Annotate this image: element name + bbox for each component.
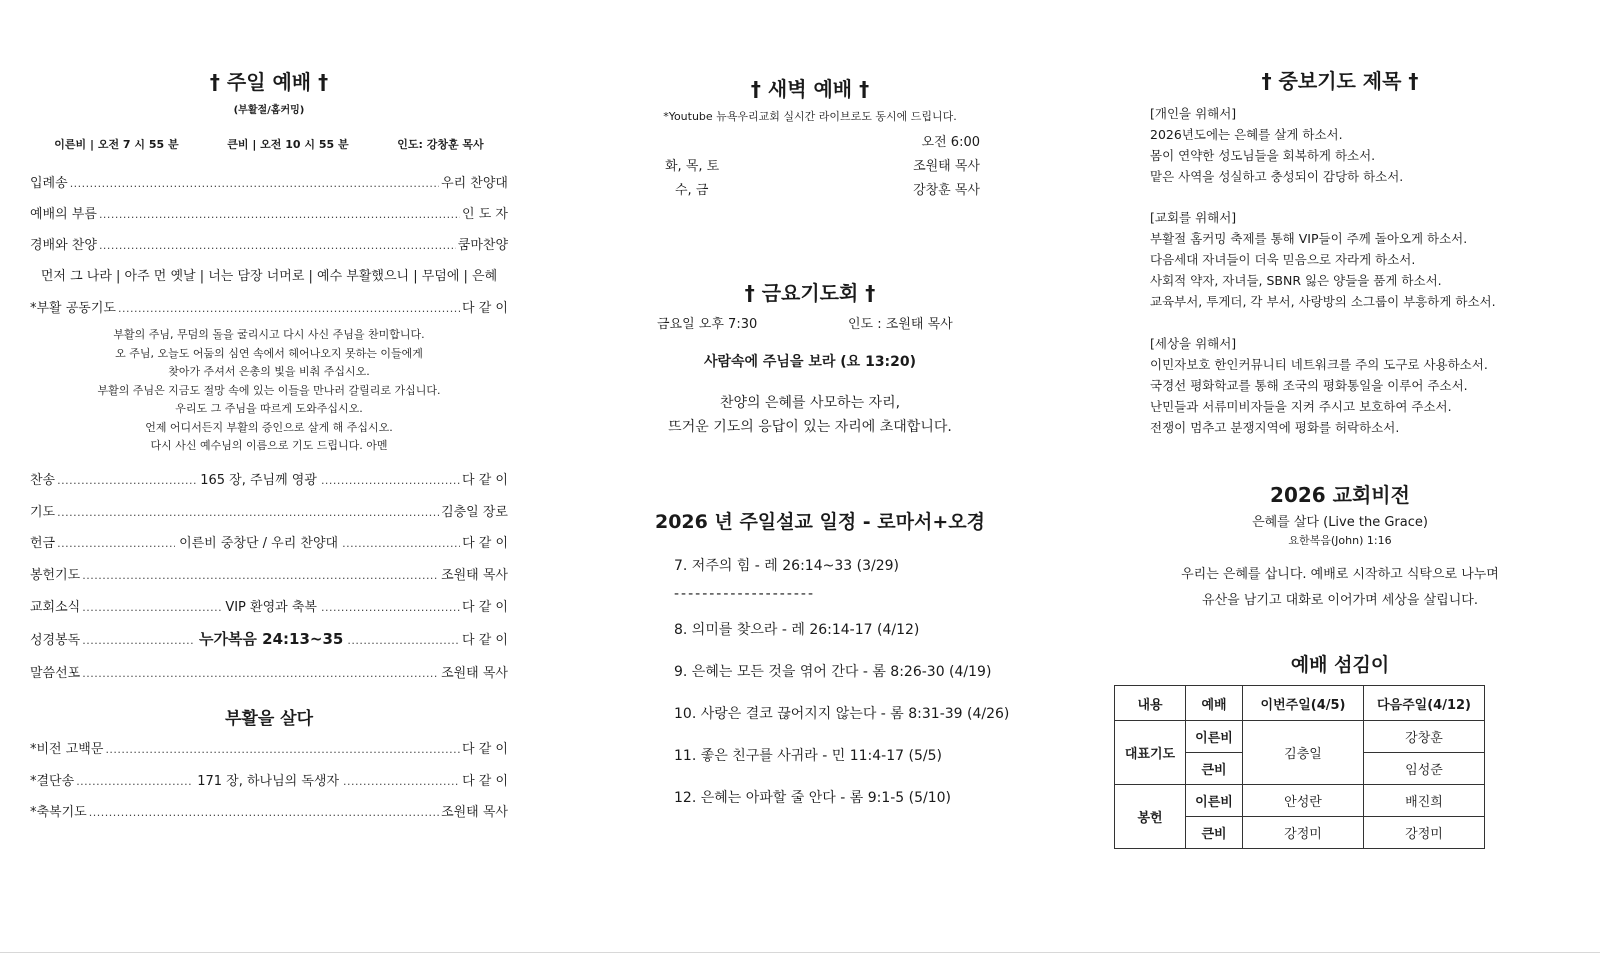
dawn-friday-column [640,0,1010,972]
dawn-time: 오전 6:00 [921,135,980,150]
order-row: 교회소식 ..... VIP 환영과 축복 ..... 다 같 이 [30,596,508,615]
friday-desc: 뜨거운 기도의 응답이 있는 자리에 초대합니다. [668,419,952,435]
table-row: 대표기도 이른비 김충일 강창훈 [1115,721,1485,753]
order-row [30,172,508,191]
sermon-item: 11. 좋은 친구를 사귀라 - 민 11:4-17 (5/5) [674,748,942,764]
section-title: 부활을 살다 [224,709,314,729]
order-row [30,234,508,253]
dawn-leader: 강창훈 목사 [913,183,980,198]
church-prayers: [교회를 위해서] 부활절 홈커밍 축제를 통해 VIP들이 주께 돌아오게 하소서. 다음세대 자녀들이 더욱 믿음으로 자라게 하소서. 사회적 약자, 자녀들, SBNR 잃은 양들을 품게 하소서. 교육부서, 투게더, 각 부서, 사랑방의 소그룹이 부흥하게 하소서. [1150,210,1496,309]
order-label: 예배의 부름 [30,207,97,222]
sermon-divider: -------------------- [674,586,816,602]
intercession-column [1124,0,1540,972]
dawn-days: 수, 금 [675,183,709,198]
table-row: 큰비 임성준 [1115,753,1485,785]
world-prayers: [세상을 위해서] 이민자보호 한인커뮤니티 네트워크를 주의 도구로 사용하소서. 국경선 평화학교를 통해 조국의 평화통일을 이루어 주소서. 난민들과 서류미비자들을 지켜 주시고 보호하여 주소서. 전쟁이 멈추고 분쟁지역에 평화를 허락하소서. [1150,336,1488,435]
sermon-schedule-title: 2026 년 주일설교 일정 - 로마서+오경 [654,511,985,533]
personal-prayers: [개인을 위해서] 2026년도에는 은혜를 살게 하소서. 몸이 연약한 성도님들을 회복하게 하소서. 맡은 사역을 성실하고 충성되이 감당하 하소서. [1150,106,1404,184]
unison-prayer-text: 부활의 주님, 무덤의 돌을 굴리시고 다시 사신 주님을 찬미합니다. 오 주님, 오늘도 어둠의 심연 속에서 헤어나오지 못하는 이들에게 찾아가 주셔서 은총의 빛을 비춰 주십시오. 부활의 주님은 지금도 절망 속에 있는 이들을 만나러 갈릴리로 가십니다. 우리도 그 주님을 따르게 도와주십시오. 언제 어디서든지 부활의 증인으로 살게 해 주십시오. 다시 사신 예수님의 이름으로 기도 드립니다. 아멘 [97,328,441,452]
order-row [30,203,508,222]
sermon-item: 8. 의미를 찾으라 - 레 26:14-17 (4/12) [674,622,920,638]
table-header: 이번주일(4/5) [1243,686,1364,721]
friday-theme: 사람속에 주님을 보라 (요 13:20) [703,354,917,370]
vision-subtitle: 은혜를 살다 (Live the Grace) [1252,515,1428,530]
dawn-worship-title: † 새벽 예배 † [750,77,870,101]
order-row: 찬송 ..... 165 장, 주님께 영광 ..... 다 같 이 [30,469,508,488]
table-row: 봉헌 이른비 안성란 배진희 [1115,785,1485,817]
friday-prayer-title: † 금요기도회 † [744,281,876,305]
sunday-worship-title: † 주일 예배 † [209,70,329,94]
order-row: 성경봉독 ..... 누가복음 24:13~35 ..... 다 같 이 [30,628,508,649]
vision-verse: 요한복음(John) 1:16 [1288,534,1392,547]
friday-leader: 인도 : 조원태 목사 [848,317,953,332]
servants-table [1114,685,1485,849]
order-row [30,297,508,316]
service-leader: 인도: 강창훈 목사 [397,138,484,151]
order-row: 봉헌기도 ..... 조원태 목사 [30,564,508,583]
friday-time: 금요일 오후 7:30 [657,317,758,332]
order-value: 다 같 이 [462,301,508,316]
order-label: 경배와 찬양 [30,238,97,253]
order-row: 헌금 ..... 이른비 중창단 / 우리 찬양대 ..... 다 같 이 [30,532,508,551]
vision-line: 우리는 은혜를 삽니다. 예배로 시작하고 식탁으로 나누며 [1181,567,1499,582]
order-row: *축복기도 ..... 조원태 목사 [30,801,508,820]
order-value: 우리 찬양대 [441,176,508,191]
sermon-item: 10. 사랑은 결코 끊어지지 않는다 - 롬 8:31-39 (4/26) [674,706,1010,722]
main-service-time: 큰비 | 오전 10 시 55 분 [227,138,349,151]
early-service-time: 이른비 | 오전 7 시 55 분 [54,138,179,151]
church-vision-title: 2026 교회비전 [1270,483,1410,507]
sunday-worship-column [30,0,508,972]
intercession-title: † 중보기도 제목 † [1261,69,1419,93]
order-row: 기도 ..... 김충일 장로 [30,501,508,520]
youtube-note: *Youtube 뉴욕우리교회 실시간 라이브로도 동시에 드립니다. [663,110,957,123]
order-row: *비전 고백문 ..... 다 같 이 [30,738,508,757]
table-row: 큰비 강정미 강정미 [1115,817,1485,849]
table-header: 예배 [1186,686,1243,721]
sermon-item: 9. 은혜는 모든 것을 엮어 간다 - 롬 8:26-30 (4/19) [674,664,992,680]
order-value: 쿰마찬양 [457,238,508,253]
dawn-days: 화, 목, 토 [665,159,720,174]
sermon-item: 7. 저주의 힘 - 레 26:14~33 (3/29) [674,558,899,574]
friday-desc: 찬양의 은혜를 사모하는 자리, [719,395,901,411]
vision-line: 유산을 남기고 대화로 이어가며 세상을 살립니다. [1202,593,1478,608]
order-row: *결단송 ..... 171 장, 하나님의 독생자 ..... 다 같 이 [30,770,508,789]
order-label: 입례송 [30,176,68,191]
scan-edge-line [0,952,1600,953]
sermon-item: 12. 은혜는 아파할 줄 안다 - 롬 9:1-5 (5/10) [674,790,952,806]
table-header: 다음주일(4/12) [1364,686,1485,721]
praise-song-list: 먼저 그 나라 | 아주 먼 옛날 | 너는 담장 너머로 | 예수 부활했으니 | 무덤에 | 은혜 [40,269,498,284]
order-row: 말씀선포 ..... 조원태 목사 [30,662,508,681]
sunday-service-info [30,136,508,152]
dawn-leader: 조원태 목사 [913,159,980,174]
order-value: 인 도 자 [462,207,508,222]
servants-title: 예배 섬김이 [1290,654,1390,676]
table-header: 내용 [1115,686,1186,721]
sunday-worship-subtitle: (부활절/홈커밍) [233,105,305,116]
order-label: *부활 공동기도 [30,301,116,316]
